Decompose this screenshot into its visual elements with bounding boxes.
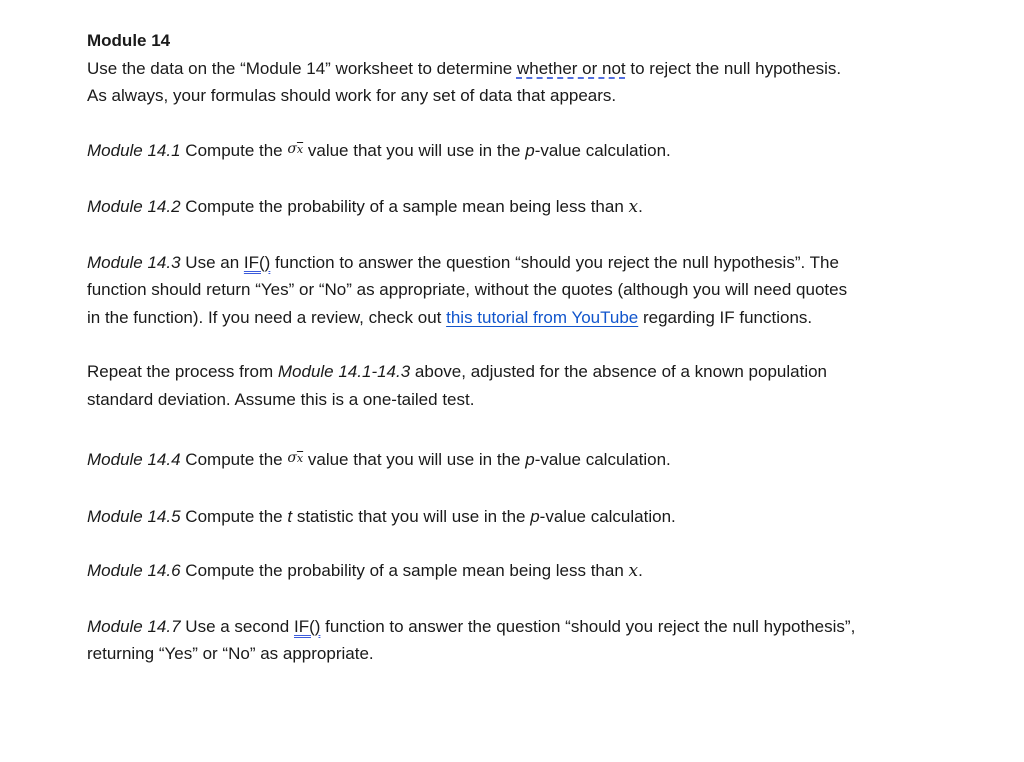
module-label: Module 14.7 xyxy=(87,616,181,636)
intro-text-a: Use the data on the “Module 14” worksheet to determine xyxy=(87,58,517,78)
intro-paragraph xyxy=(87,55,987,110)
text: Compute the xyxy=(180,450,288,469)
t-italic: t xyxy=(287,506,293,526)
module-14-4 xyxy=(87,446,987,476)
module-14-6 xyxy=(87,557,987,586)
module-label: Module 14.6 xyxy=(87,561,181,580)
text: value that you will use in the xyxy=(303,450,526,469)
text: . xyxy=(638,561,643,580)
text-line: function should return “Yes” or “No” as appropriate, without the quotes (although you will need quotes xyxy=(87,280,848,299)
module-14-1 xyxy=(87,137,987,167)
module-label: Module 14.5 xyxy=(87,506,181,526)
module-14-3 xyxy=(87,249,987,332)
module-title: Module 14 xyxy=(87,31,171,50)
grammar-flag-whether-or-not[interactable]: whether or not xyxy=(516,58,626,78)
text: Repeat the process from xyxy=(87,362,278,381)
x-symbol: x xyxy=(628,561,639,581)
text: regarding IF functions. xyxy=(638,307,813,327)
grammar-flag-if[interactable]: IF() xyxy=(243,252,271,272)
text: function to answer the question “should you reject the null hypothesis”, xyxy=(320,616,856,636)
text: above, adjusted for the absence of a known population xyxy=(410,362,828,381)
module-label: Module 14.2 xyxy=(87,197,181,216)
module-14-2 xyxy=(87,193,987,222)
document-body xyxy=(87,27,987,668)
text-line: returning “Yes” or “No” as appropriate. xyxy=(87,644,374,663)
module-14-7 xyxy=(87,613,987,668)
x-symbol: x xyxy=(628,197,639,217)
text-line: standard deviation. Assume this is a one-tailed test. xyxy=(87,389,475,409)
p-italic: p xyxy=(530,506,540,526)
module-label: Module 14.1 xyxy=(87,140,181,160)
text: Compute the xyxy=(180,506,288,526)
repeat-paragraph xyxy=(87,358,987,413)
text: value that you will use in the xyxy=(303,140,526,160)
p-italic: p xyxy=(525,450,535,469)
intro-text-c: to reject the null hypothesis. xyxy=(625,58,842,78)
text: function to answer the question “should you reject the null hypothesis”. The xyxy=(270,252,839,272)
p-italic: p xyxy=(525,140,535,160)
text: -value calculation. xyxy=(534,140,671,160)
text: Use an xyxy=(180,252,244,272)
intro-line-1 xyxy=(87,55,987,83)
module-range: Module 14.1-14.3 xyxy=(277,362,411,381)
text: -value calculation. xyxy=(534,450,671,469)
text: in the function). If you need a review, check out xyxy=(87,307,447,327)
module-label: Module 14.3 xyxy=(87,252,181,272)
sigma-xbar-symbol: $\sigma\overline{x}$ xyxy=(287,140,304,157)
text: -value calculation. xyxy=(539,506,676,526)
text: statistic that you will use in the xyxy=(292,506,531,526)
grammar-flag-if[interactable]: IF() xyxy=(293,616,321,636)
module-label: Module 14.4 xyxy=(87,450,181,469)
sigma-xbar-symbol: $\sigma\overline{x}$ xyxy=(287,450,304,466)
text: Compute the probability of a sample mean being less than xyxy=(180,561,629,580)
text: Compute the xyxy=(180,140,288,160)
text: Compute the probability of a sample mean being less than xyxy=(180,197,629,216)
intro-line-2: As always, your formulas should work for any set of data that appears. xyxy=(87,86,617,105)
text: . xyxy=(638,197,643,216)
text: Use a second xyxy=(180,616,294,636)
youtube-tutorial-link[interactable]: this tutorial from YouTube xyxy=(446,307,639,327)
module-14-5 xyxy=(87,503,987,531)
